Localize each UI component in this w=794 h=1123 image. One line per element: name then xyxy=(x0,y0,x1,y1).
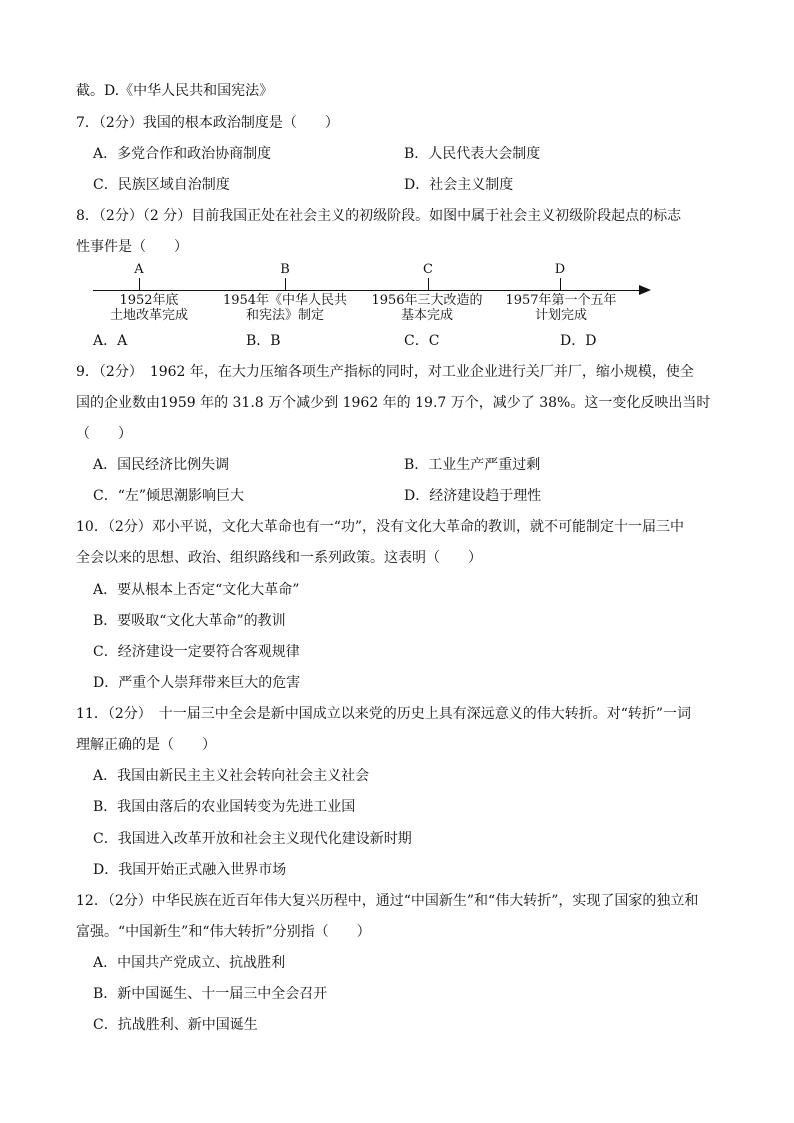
question-11-option-c: C．我国进入改革开放和社会主义现代化建设新时期 xyxy=(93,831,412,847)
timeline-tick-d xyxy=(560,278,561,290)
question-11-stem-line1: 11．（2分） 十一届三中全会是新中国成立以来党的历史上具有深远意义的伟大转折。对“转折”一词 xyxy=(76,706,692,722)
timeline-axis xyxy=(93,290,641,291)
timeline-figure xyxy=(93,262,655,332)
question-9-stem-line1: 9．（2分） 1962 年，在大力压缩各项生产指标的同时，对工业企业进行关厂并厂，缩小规模，使全 xyxy=(76,364,694,380)
question-10-option-c: C．经济建设一定要符合客观规律 xyxy=(93,644,300,660)
question-8-option-c: C．C xyxy=(404,333,440,349)
question-9-stem-line3: （ ） xyxy=(76,426,132,442)
question-9-option-b: B．工业生产严重过剩 xyxy=(404,457,541,473)
timeline-label-d-line1: 1957年第一个五年 xyxy=(505,293,617,308)
prev-question-tail: 截。D.《中华人民共和国宪法》 xyxy=(76,83,274,99)
question-9-stem-line2: 国的企业数由1959 年的 31.8 万个减少到 1962 年的 19.7 万个，减少了 38%。这一变化反映出当时 xyxy=(76,395,711,411)
timeline-tick-b xyxy=(285,278,286,290)
question-8-stem-line1: 8．（2分）（2 分）目前我国正处在社会主义的初级阶段。如图中属于社会主义初级阶段起点的标志 xyxy=(76,208,682,224)
question-9-option-a: A．国民经济比例失调 xyxy=(93,457,230,473)
question-8-option-a: A．A xyxy=(93,333,128,349)
question-10-option-b: B．要吸取“文化大革命”的教训 xyxy=(93,613,286,629)
timeline-label-d xyxy=(505,293,616,323)
timeline-label-a xyxy=(110,293,188,323)
timeline-letter-a: A xyxy=(134,262,144,277)
question-12-option-b: B．新中国诞生、十一届三中全会召开 xyxy=(93,986,328,1002)
timeline-label-c xyxy=(371,293,482,323)
question-7-option-d: D．社会主义制度 xyxy=(404,177,514,193)
timeline-arrow-icon xyxy=(639,285,651,295)
question-7-option-b: B．人民代表大会制度 xyxy=(404,146,541,162)
timeline-letter-c: C xyxy=(423,262,433,277)
timeline-letter-b: B xyxy=(280,262,290,277)
question-12-option-c: C．抗战胜利、新中国诞生 xyxy=(93,1017,258,1033)
timeline-label-b xyxy=(223,293,347,323)
timeline-letter-d: D xyxy=(554,262,566,277)
question-10-option-a: A．要从根本上否定“文化大革命” xyxy=(93,582,300,598)
timeline-label-c-line2: 基本完成 xyxy=(400,308,453,323)
question-12-stem-line2: 富强。“中国新生”和“伟大转折”分别指（ ） xyxy=(76,924,371,940)
timeline-tick-a xyxy=(139,278,140,290)
question-8-option-b: B．B xyxy=(246,333,281,349)
question-10-stem-line2: 全会以来的思想、政治、组织路线和一系列政策。这表明（ ） xyxy=(76,550,482,566)
timeline-label-c-line1: 1956年三大改造的 xyxy=(371,293,483,308)
question-7-stem: 7．（2分）我国的根本政治制度是（ ） xyxy=(76,115,339,131)
question-11-stem-line2: 理解正确的是（ ） xyxy=(76,737,216,753)
timeline-label-a-line1: 1952年底 xyxy=(119,293,179,308)
question-8-option-d: D．D xyxy=(560,333,597,349)
question-7-option-c: C．民族区域自治制度 xyxy=(93,177,230,193)
question-7-option-a: A．多党合作和政治协商制度 xyxy=(93,146,272,162)
question-9-option-c: C．“左”倾思潮影响巨大 xyxy=(93,488,245,504)
question-9-option-d: D．经济建设趋于理性 xyxy=(404,488,542,504)
question-11-option-a: A．我国由新民主主义社会转向社会主义社会 xyxy=(93,768,370,784)
question-12-option-a: A．中国共产党成立、抗战胜利 xyxy=(93,955,286,971)
timeline-label-a-line2: 土地改革完成 xyxy=(109,308,189,323)
question-10-option-d: D．严重个人崇拜带来巨大的危害 xyxy=(93,675,301,691)
question-11-option-b: B．我国由落后的农业国转变为先进工业国 xyxy=(93,799,356,815)
question-8-stem-line2: 性事件是（ ） xyxy=(76,239,188,255)
timeline-label-b-line2: 和宪法》制定 xyxy=(245,308,324,323)
question-12-stem-line1: 12．（2分）中华民族在近百年伟大复兴历程中，通过“中国新生”和“伟大转折”，实现了国家的独立和 xyxy=(76,893,699,909)
question-10-stem-line1: 10．（2分）邓小平说，文化大革命也有一“功”，没有文化大革命的教训，就不可能制定十一届三中 xyxy=(76,519,685,535)
timeline-tick-c xyxy=(428,278,429,290)
question-11-option-d: D．我国开始正式融入世界市场 xyxy=(93,862,287,878)
timeline-label-d-line2: 计划完成 xyxy=(534,308,587,323)
timeline-label-b-line1: 1954年《中华人民共 xyxy=(222,293,348,308)
